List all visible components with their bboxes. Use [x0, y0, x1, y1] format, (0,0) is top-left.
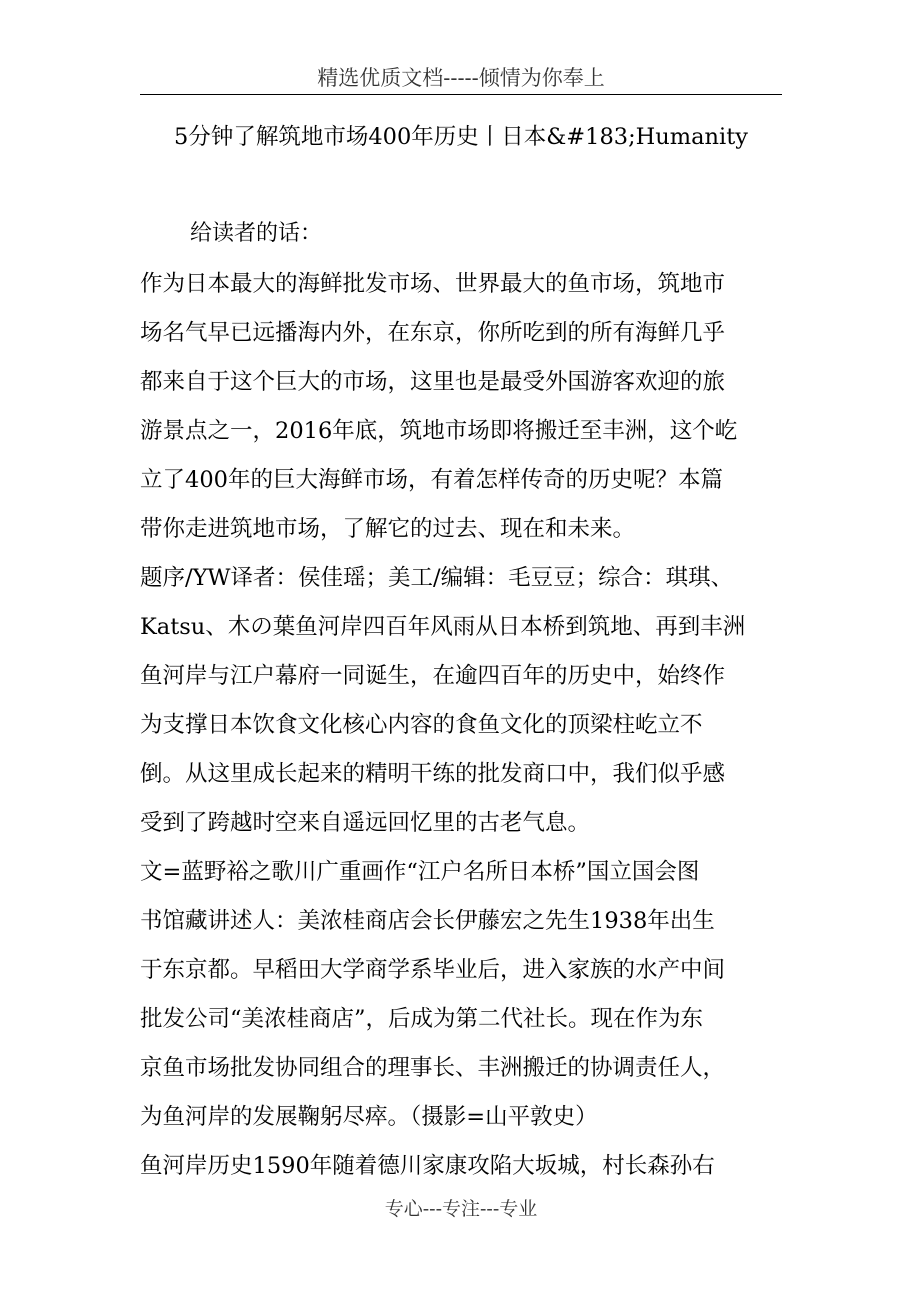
- note-heading: 给读者的话：: [190, 221, 323, 246]
- body-line: 带你走进筑地市场，了解它的过去、现在和未来。: [140, 516, 636, 542]
- body-line: 为鱼河岸的发展鞠躬尽瘁。（摄影=山平敦史）: [140, 1104, 598, 1130]
- body-line: 题序/YW译者：侯佳瑶；美工/编辑：毛豆豆；综合：琪琪、: [140, 565, 734, 591]
- body-line: 鱼河岸历史1590年随着德川家康攻陷大坂城，村长森孙右: [140, 1153, 715, 1179]
- body-line: 书馆藏讲述人：美浓桂商店会长伊藤宏之先生1938年出生: [140, 908, 715, 934]
- body-line: 受到了跨越时空来自遥远回忆里的古老气息。: [140, 810, 591, 836]
- body-line: 文=蓝野裕之歌川广重画作“江户名所日本桥”国立国会图: [140, 859, 700, 885]
- body-line: 作为日本最大的海鲜批发市场、世界最大的鱼市场，筑地市: [140, 271, 726, 297]
- body-line: Katsu、木の葉鱼河岸四百年风雨从日本桥到筑地、再到丰洲: [140, 614, 746, 640]
- body-line: 都来自于这个巨大的市场，这里也是最受外国游客欢迎的旅: [140, 369, 726, 395]
- body-line: 京鱼市场批发协同组合的理事长、丰洲搬迁的协调责任人，: [140, 1055, 726, 1081]
- body-line: 立了400年的巨大海鲜市场，有着怎样传奇的历史呢？本篇: [140, 467, 723, 493]
- body-line: 游景点之一，2016年底，筑地市场即将搬迁至丰洲，这个屹: [140, 418, 738, 444]
- page-header: 精选优质文档-----倾情为你奉上: [317, 66, 605, 90]
- document-body: [140, 268, 785, 1199]
- body-line: 批发公司“美浓桂商店”，后成为第二代社长。现在作为东: [140, 1006, 704, 1032]
- body-line: 鱼河岸与江户幕府一同诞生，在逾四百年的历史中，始终作: [140, 663, 726, 689]
- document-title: 5分钟了解筑地市场400年历史丨日本&#183;Humanity: [174, 124, 748, 150]
- header-divider: [140, 94, 782, 95]
- body-line: 倒。从这里成长起来的精明干练的批发商口中，我们似乎感: [140, 761, 726, 787]
- body-line: 为支撑日本饮食文化核心内容的食鱼文化的顶梁柱屹立不: [140, 712, 703, 738]
- body-line: 于东京都。早稻田大学商学系毕业后，进入家族的水产中间: [140, 957, 726, 983]
- body-line: 场名气早已远播海内外，在东京，你所吃到的所有海鲜几乎: [140, 320, 726, 346]
- page-footer: 专心---专注---专业: [384, 1198, 538, 1220]
